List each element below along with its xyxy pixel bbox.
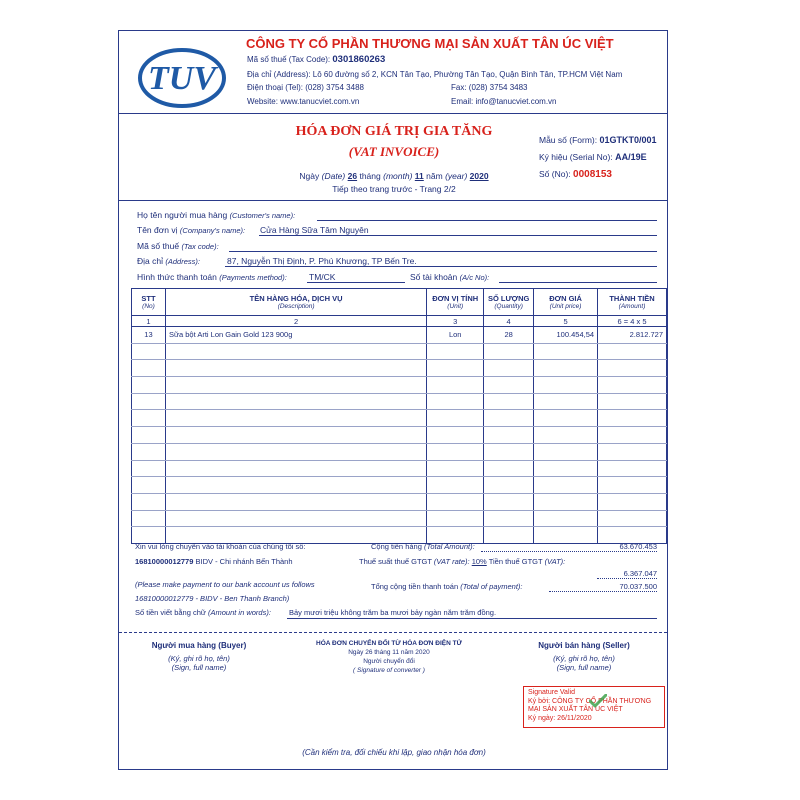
col-header-stt: STT (No) — [132, 289, 166, 316]
index-cell: 6 = 4 x 5 — [598, 316, 667, 327]
customer-name-line — [317, 220, 657, 221]
empty-row — [132, 377, 667, 394]
cell-unit-price: 100.454,54 — [534, 327, 598, 344]
customer-name-label-vi: Họ tên người mua hàng — [137, 210, 228, 220]
bank-account-en: 16810000012779 - BIDV - Ben Thanh Branch) — [135, 594, 290, 603]
index-cell: 2 — [165, 316, 426, 327]
stamp-line: MẠI SẢN XUẤT TÂN ÚC VIỆT — [528, 706, 623, 714]
buyer-tax-line — [229, 251, 657, 252]
footer-note: (Cần kiểm tra, đối chiếu khi lập, giao nhận hóa đơn) — [302, 748, 486, 757]
amount-in-words-value: Bảy mươi triệu không trăm ba mươi bảy ngàn năm trăm đồng. — [289, 608, 497, 617]
company-tax-code: 0301860263 — [332, 54, 386, 65]
total-amount-label: Cộng tiền hàng (Total Amount): — [371, 542, 475, 551]
payment-method-label — [137, 272, 287, 282]
account-label-vi: Số tài khoản — [410, 272, 458, 282]
year-label: năm — [426, 171, 443, 181]
buyer-address-value: 87, Nguyễn Thị Định, P. Phú Khương, TP Bến Tre. — [227, 256, 417, 266]
account-label-en: (A/c No): — [459, 273, 490, 282]
total-payment-label: Tổng cộng tiền thanh toán (Total of payment): — [371, 582, 523, 591]
account-no-line — [499, 282, 657, 283]
vat-rate-value: 10% — [471, 557, 487, 566]
company-tax-label: Mã số thuế (Tax Code): — [247, 55, 331, 64]
empty-row — [132, 527, 667, 544]
bank-name: BIDV - Chi nhánh Bến Thành — [195, 557, 293, 566]
invoice-number — [539, 169, 612, 180]
index-cell: 3 — [427, 316, 484, 327]
converter-sub: Người chuyển đổi — [363, 658, 415, 665]
index-cell: 4 — [484, 316, 534, 327]
empty-row — [132, 360, 667, 377]
column-index-row — [132, 316, 667, 327]
company-fax: Fax: (028) 3754 3483 — [451, 83, 528, 92]
company-address: Địa chỉ (Address): Lô 60 đường số 2, KCN Tân Tạo, Phường Tân Tạo, Quận Bình Tân, TP.HCM Việt Nam — [247, 70, 623, 79]
company-label-en: (Company's name): — [179, 226, 246, 235]
serial-number — [539, 152, 647, 162]
serial-label: Ký hiệu (Serial No): — [539, 152, 613, 162]
col-header-quantity: SỐ LƯỢNG (Quantity) — [484, 289, 534, 316]
payment-label-en: (Payments method): — [219, 273, 287, 282]
table-row — [132, 327, 667, 344]
total-payment-value: 70.037.500 — [549, 582, 657, 592]
bank-note: Xin vui lòng chuyển vào tài khoản của chúng tôi số: — [135, 542, 306, 551]
col-header-description: TÊN HÀNG HÓA, DỊCH VỤ (Description) — [165, 289, 426, 316]
empty-row — [132, 427, 667, 444]
buyer-company-value: Cửa Hàng Sữa Tâm Nguyên — [260, 225, 369, 235]
buyer-address-label-en: (Address): — [165, 257, 200, 266]
converter-block — [289, 639, 489, 675]
empty-row — [132, 443, 667, 460]
company-website: Website: www.tanucviet.com.vn — [247, 97, 360, 106]
form-number — [539, 135, 657, 145]
buyer-signature-block — [139, 641, 259, 672]
seller-signature-sub: (Ký, ghi rõ họ, tên) — [553, 654, 615, 663]
bank-account-number: 16810000012779 — [135, 557, 194, 566]
invoice-no-value: 0008153 — [573, 169, 612, 180]
cell-description: Sữa bột Arti Lon Gain Gold 123 900g — [165, 327, 426, 344]
month-label: tháng — [359, 171, 381, 181]
buyer-divider — [119, 200, 667, 201]
buyer-tax-label — [137, 241, 219, 251]
bank-note-en: (Please make payment to our bank account us follows — [135, 580, 315, 589]
buyer-tax-label-en: (Tax code): — [181, 242, 219, 251]
checkmark-icon — [589, 694, 607, 708]
total-amount-value: 63.670.453 — [481, 542, 657, 552]
form-label: Mẫu số (Form): — [539, 135, 598, 145]
buyer-signature-sub-en: (Sign, full name) — [171, 663, 227, 672]
date-prefix: Ngày — [299, 171, 320, 181]
empty-row — [132, 510, 667, 527]
stamp-line: Ký bởi: CÔNG TY CỔ PHẦN THƯƠNG — [528, 697, 652, 705]
customer-name-label — [137, 210, 295, 220]
form-value: 01GTKT0/001 — [599, 135, 657, 145]
continuation-note: Tiếp theo trang trước - Trang 2/2 — [332, 184, 456, 194]
items-table — [131, 288, 667, 544]
seller-signature-sub-en: (Sign, full name) — [556, 663, 612, 672]
month-label-en: (month) — [383, 171, 413, 181]
converter-date: Ngày 26 tháng 11 năm 2020 — [348, 649, 430, 656]
stamp-title: Signature Valid — [528, 689, 575, 696]
date-day: 26 — [347, 171, 358, 181]
invoice-sheet — [118, 30, 668, 770]
company-phone: Điện thoại (Tel): (028) 3754 3488 — [247, 83, 364, 92]
converter-sub-en: ( Signature of converter ) — [353, 667, 425, 674]
company-tax-line — [247, 54, 385, 65]
cell-stt: 13 — [132, 327, 166, 344]
amount-in-words-label: Số tiền viết bằng chữ (Amount in words): — [135, 608, 271, 617]
vat-amount-value: 6.367.047 — [597, 569, 657, 579]
invoice-title-en: (VAT INVOICE) — [348, 144, 440, 159]
col-header-unit: ĐƠN VỊ TÍNH (Unit) — [427, 289, 484, 316]
cell-unit: Lon — [427, 327, 484, 344]
index-cell: 1 — [132, 316, 166, 327]
buyer-address-line — [225, 266, 657, 267]
converter-title: HÓA ĐƠN CHUYỂN ĐỔI TỪ HÓA ĐƠN ĐIỆN TỬ — [316, 640, 462, 647]
date-month: 11 — [414, 171, 424, 181]
company-logo — [137, 41, 227, 111]
company-email: Email: info@tanucviet.com.vn — [451, 97, 557, 106]
bank-account-line — [135, 557, 293, 566]
serial-value: AA/19E — [615, 152, 647, 162]
col-header-unit-price: ĐƠN GIÁ (Unit price) — [534, 289, 598, 316]
cell-quantity: 28 — [484, 327, 534, 344]
account-no-label — [410, 272, 489, 282]
invoice-no-label: Số (No): — [539, 169, 571, 179]
index-cell: 5 — [534, 316, 598, 327]
date-year: 2020 — [469, 171, 489, 181]
empty-row — [132, 393, 667, 410]
invoice-title: HÓA ĐƠN GIÁ TRỊ GIA TĂNG — [295, 124, 493, 139]
vat-rate-label: Thuế suất thuế GTGT (VAT rate): 10% Tiền thuế GTGT (VAT): — [359, 557, 566, 566]
company-name-line — [259, 235, 657, 236]
buyer-tax-label-vi: Mã số thuế — [137, 241, 180, 251]
buyer-address-label-vi: Địa chỉ — [137, 256, 163, 266]
seller-signature-block — [519, 641, 649, 672]
company-name: CÔNG TY CỔ PHẦN THƯƠNG MẠI SẢN XUẤT TÂN ÚC VIỆT — [246, 36, 614, 51]
customer-name-label-en: (Customer's name): — [229, 211, 296, 220]
stamp-date: Ký ngày: 26/11/2020 — [528, 714, 592, 722]
date-label-en: (Date) — [321, 171, 346, 181]
empty-row — [132, 493, 667, 510]
amount-in-words-line — [287, 618, 657, 619]
table-header-row — [132, 289, 667, 316]
empty-row — [132, 410, 667, 427]
payment-method-value: TM/CK — [309, 272, 336, 282]
svg-text:TUV: TUV — [148, 60, 216, 97]
empty-row — [132, 477, 667, 494]
payment-method-line — [307, 282, 405, 283]
year-label-en: (year) — [445, 171, 468, 181]
col-header-amount: THÀNH TIỀN (Amount) — [598, 289, 667, 316]
signature-divider — [119, 632, 667, 633]
company-label-vi: Tên đơn vị — [137, 225, 178, 235]
buyer-signature-sub: (Ký, ghi rõ họ, tên) — [168, 654, 230, 663]
empty-row — [132, 460, 667, 477]
buyer-signature-title: Người mua hàng (Buyer) — [151, 641, 247, 650]
seller-signature-title: Người bán hàng (Seller) — [538, 641, 630, 650]
payment-label-vi: Hình thức thanh toán — [137, 272, 217, 282]
empty-row — [132, 343, 667, 360]
company-name-label — [137, 225, 245, 235]
buyer-address-label — [137, 256, 200, 266]
cell-amount: 2.812.727 — [598, 327, 667, 344]
header-divider — [119, 113, 667, 114]
